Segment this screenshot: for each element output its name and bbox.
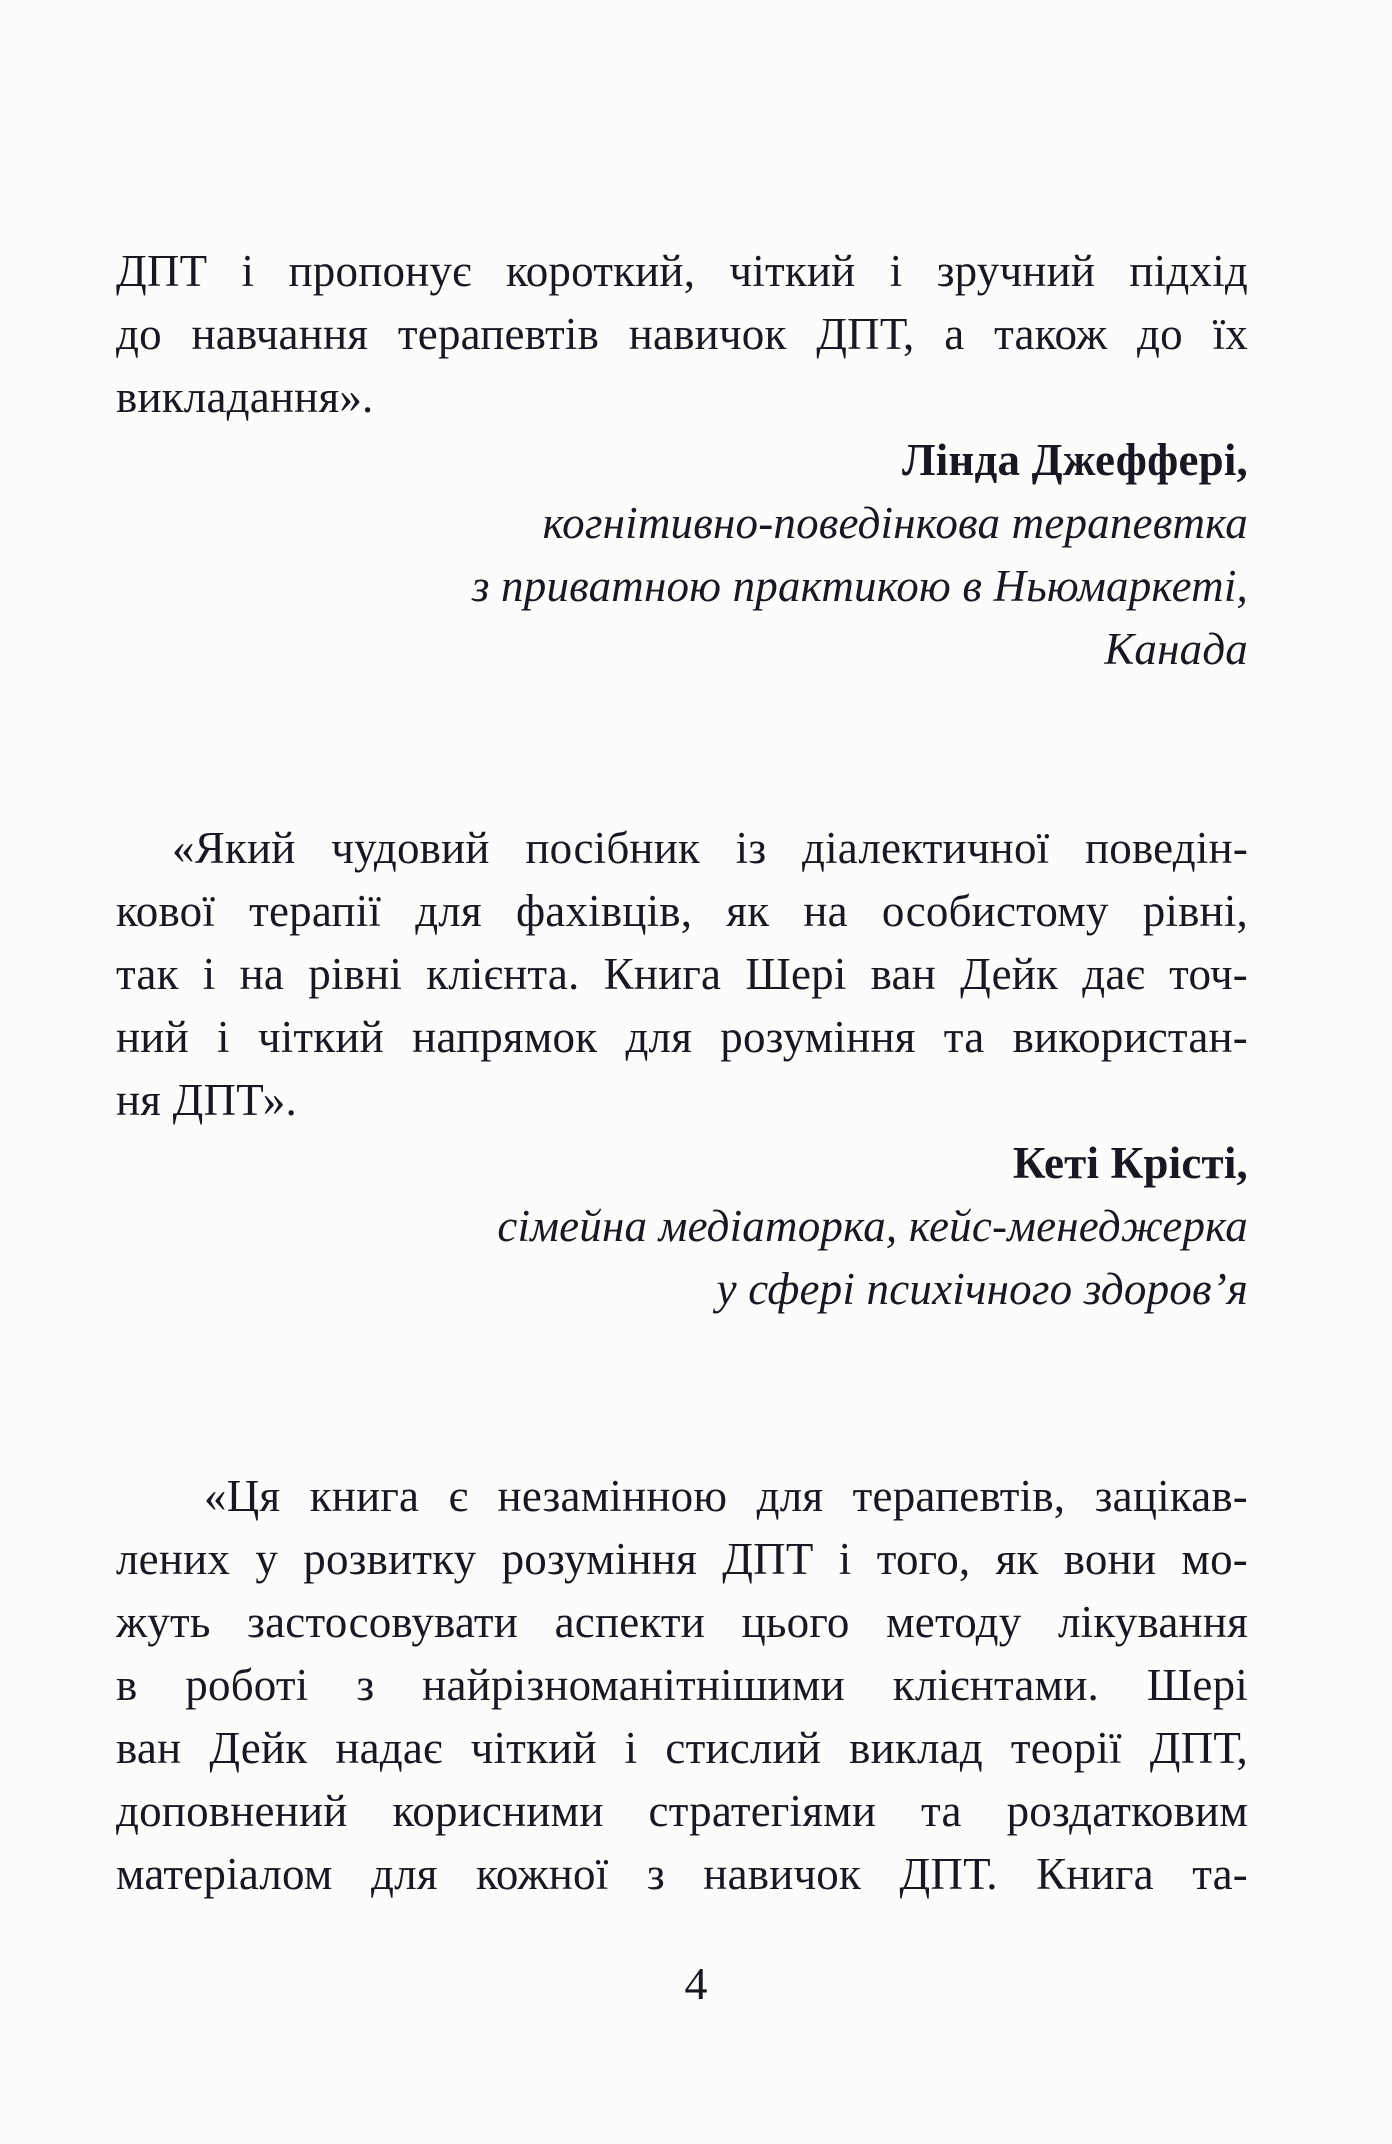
- quote-line: до навчання терапевтів навичок ДПТ, а також до їх: [116, 309, 1248, 359]
- quote-line: жуть застосовувати аспекти цього методу лікування: [116, 1597, 1248, 1647]
- attribution-role-line: сімейна медіаторка, кейс-менеджерка: [497, 1201, 1248, 1251]
- testimonial-kathy-christie: [116, 817, 1248, 1321]
- attribution-role-line: когнітивно-поведінкова терапевтка: [542, 498, 1248, 548]
- page-number: 4: [684, 1958, 708, 2009]
- quote-line: лених у розвитку розуміння ДПТ і того, як вони мо-: [116, 1534, 1248, 1584]
- quote-line: ван Дейк надає чіткий і стислий виклад теорії ДПТ,: [116, 1723, 1248, 1773]
- quote-line: кової терапії для фахівців, як на особистому рівні,: [116, 886, 1248, 936]
- attribution-name: Лінда Джеффері,: [901, 435, 1248, 485]
- quote-line: так і на рівні клієнта. Книга Шері ван Дейк дає точ-: [116, 949, 1248, 999]
- attribution-role-line: у сфері психічного здоров’я: [716, 1264, 1248, 1314]
- quote-line: матеріалом для кожної з навичок ДПТ. Книга та-: [116, 1849, 1248, 1899]
- quote-line: ний і чіткий напрямок для розуміння та використан-: [116, 1012, 1248, 1062]
- quote-line: «Ця книга є незамінною для терапевтів, зацікав-: [204, 1471, 1248, 1521]
- quote-line: в роботі з найрізноманітнішими клієнтами. Шері: [116, 1660, 1248, 1710]
- attribution-role-line: з приватною практикою в Ньюмаркеті,: [471, 561, 1248, 611]
- quote-line: ДПТ і пропонує короткий, чіткий і зручний підхід: [116, 246, 1248, 296]
- attribution-name: Кеті Крісті,: [1012, 1138, 1248, 1188]
- quote-line: «Який чудовий посібник із діалектичної поведін-: [172, 823, 1248, 873]
- page-content: [116, 240, 1248, 1906]
- attribution-role-line: Канада: [1104, 624, 1248, 674]
- testimonial-linda-jeffery: [116, 240, 1248, 681]
- quote-line: ня ДПТ».: [116, 1075, 297, 1125]
- quote-line: викладання».: [116, 372, 374, 422]
- quote-line: доповнений корисними стратегіями та роздатковим: [116, 1786, 1248, 1836]
- testimonial-continued: [116, 1465, 1248, 1906]
